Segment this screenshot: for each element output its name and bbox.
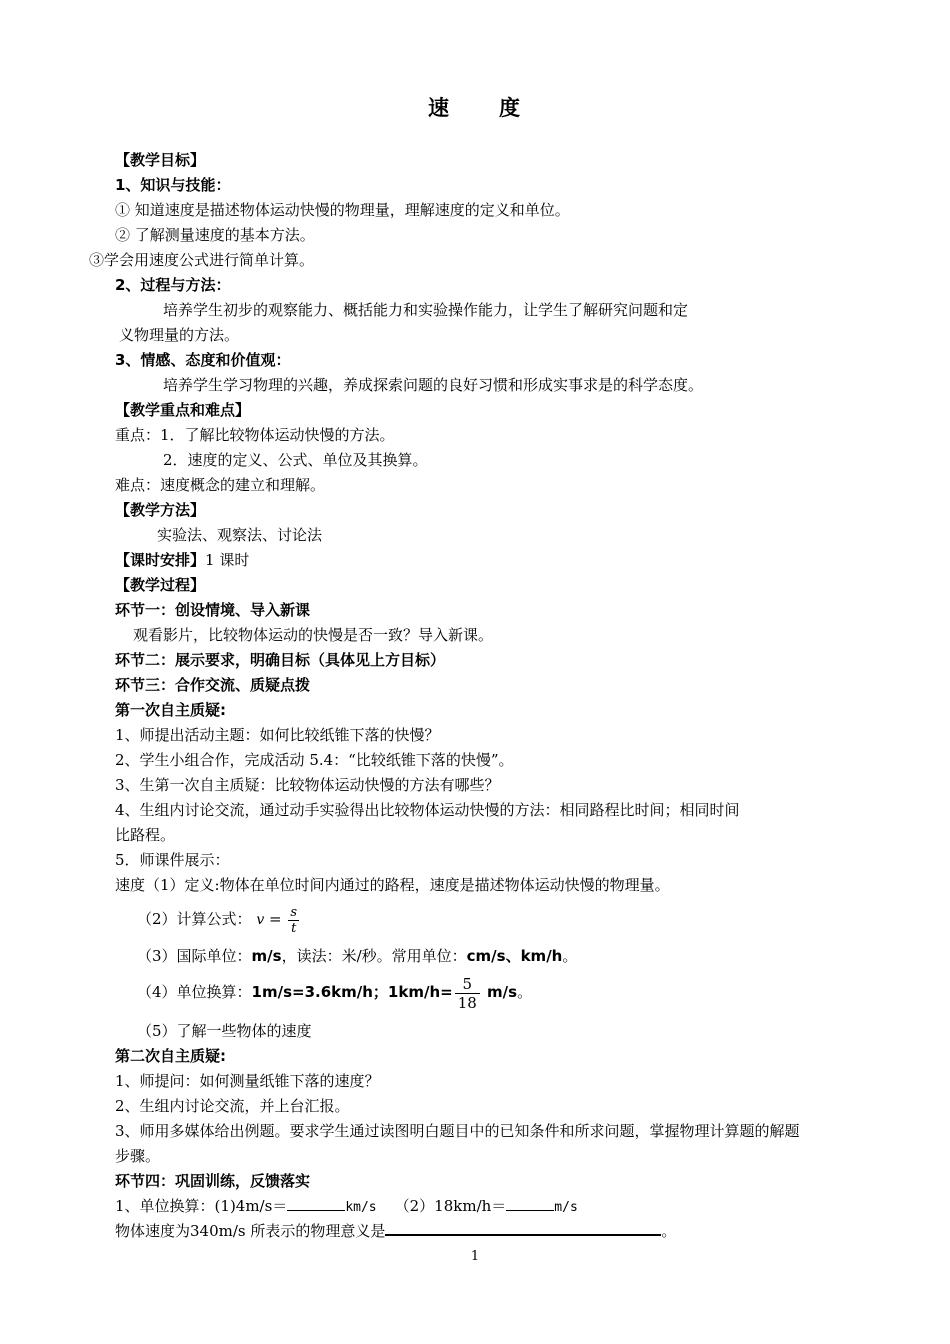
goal-item-1: ① 知道速度是描述物体运动快慢的物理量，理解速度的定义和单位。 — [115, 201, 570, 219]
conversion-fraction — [455, 975, 480, 1012]
formula-numerator: s — [290, 904, 298, 920]
heading-emotion-values: 3、情感、态度和价值观： — [115, 351, 291, 369]
question-2-item-3a: 3、师用多媒体给出例题。要求学生通过读图明白题目中的已知条件和所求问题，掌握物理计算题的解题 — [115, 1122, 800, 1140]
si-unit-end: 。 — [562, 947, 578, 965]
si-unit-line — [137, 944, 577, 969]
exercise-2-line — [115, 1219, 676, 1244]
teaching-method-text: 实验法、观察法、讨论法 — [157, 526, 323, 544]
si-unit-value: m/s — [251, 947, 282, 965]
conversion-denominator: 18 — [457, 993, 477, 1012]
conversion-label: （4）单位换算： — [137, 983, 252, 1001]
schedule-line — [115, 548, 249, 573]
section-1-title: 环节一：创设情境、导入新课 — [115, 601, 311, 619]
question-1-item-3: 3、生第一次自主质疑：比较物体运动快慢的方法有哪些？ — [115, 776, 500, 794]
key-point-1: 重点：1．了解比较物体运动快慢的方法。 — [115, 426, 395, 444]
heading-knowledge-skills: 1、知识与技能： — [115, 176, 231, 194]
exercise-1-unit-a: km/s — [345, 1200, 377, 1215]
formula-fraction — [288, 905, 299, 936]
schedule-value: 1 课时 — [205, 551, 250, 569]
si-unit-reading: ，读法：米/秒。常用单位： — [281, 947, 467, 965]
exercise-1-part-a: 1、单位换算：(1)4m/s＝ — [115, 1197, 288, 1215]
formula-equals: = — [269, 910, 282, 928]
section-2-title: 环节二：展示要求，明确目标（具体见上方目标） — [115, 651, 446, 669]
question-2-item-1: 1、师提问：如何测量纸锥下落的速度？ — [115, 1072, 380, 1090]
exercise-1-part-b: （2）18km/h＝ — [394, 1197, 507, 1215]
question-round-1-title: 第一次自主质疑: — [115, 701, 226, 719]
question-1-item-1: 1、师提出活动主题：如何比较纸锥下落的快慢？ — [115, 726, 440, 744]
object-speeds-item: （5）了解一些物体的速度 — [137, 1022, 312, 1040]
question-1-item-4a: 4、生组内讨论交流，通过动手实验得出比较物体运动快慢的方法：相同路程比时间；相同时间 — [115, 801, 740, 819]
conversion-text-a: 1m/s=3.6km/h；1km/h= — [251, 983, 453, 1001]
heading-key-difficult: 【教学重点和难点】 — [115, 401, 251, 419]
formula-denominator: t — [291, 920, 297, 936]
goal-item-2: ② 了解测量速度的基本方法。 — [115, 226, 315, 244]
title-char-1: 速 — [428, 96, 451, 120]
question-1-item-5: 5．师课件展示： — [115, 851, 230, 869]
process-text-2: 义物理量的方法。 — [119, 326, 240, 344]
question-round-2-title: 第二次自主质疑: — [115, 1047, 226, 1065]
emotion-text: 培养学生学习物理的兴趣，养成探索问题的良好习惯和形成实事求是的科学态度。 — [163, 376, 704, 394]
heading-process-method: 2、过程与方法： — [115, 276, 231, 294]
formula-label: （2）计算公式： — [137, 910, 252, 928]
goal-item-3: ③学会用速度公式进行简单计算。 — [89, 251, 315, 269]
conversion-end: 。 — [517, 983, 533, 1001]
difficult-point: 难点：速度概念的建立和理解。 — [115, 476, 326, 494]
heading-teaching-procedure: 【教学过程】 — [115, 576, 206, 594]
common-units: cm/s、km/h — [466, 947, 563, 965]
question-2-item-2: 2、生组内讨论交流，并上台汇报。 — [115, 1097, 350, 1115]
exercise-1-line — [115, 1194, 578, 1220]
heading-teaching-method: 【教学方法】 — [115, 501, 206, 519]
exercise-1-unit-b: m/s — [554, 1200, 578, 1215]
answer-blank-3[interactable] — [385, 1219, 661, 1236]
title-char-2: 度 — [499, 96, 522, 120]
speed-formula-line — [137, 903, 299, 936]
page-number: 1 — [470, 1249, 480, 1264]
process-text-1: 培养学生初步的观察能力、概括能力和实验操作能力，让学生了解研究问题和定 — [163, 301, 689, 319]
section-4-title: 环节四：巩固训练，反馈落实 — [115, 1172, 311, 1190]
heading-teaching-goals: 【教学目标】 — [115, 151, 206, 169]
unit-conversion-line — [137, 972, 532, 1012]
section-1-text: 观看影片，比较物体运动的快慢是否一致？导入新课。 — [133, 626, 494, 644]
formula-variable-v: v — [256, 912, 265, 928]
page-title — [0, 96, 950, 121]
key-point-2: 2．速度的定义、公式、单位及其换算。 — [163, 451, 428, 469]
exercise-2-text: 物体速度为340m/s 所表示的物理意义是 — [115, 1222, 386, 1240]
speed-definition: 速度（1）定义:物体在单位时间内通过的路程，速度是描述物体运动快慢的物理量。 — [115, 876, 670, 894]
question-2-item-3b: 步骤。 — [115, 1147, 161, 1165]
heading-schedule: 【课时安排】 — [115, 551, 206, 569]
question-1-item-2: 2、学生小组合作，完成活动 5.4：“比较纸锥下落的快慢”。 — [115, 751, 514, 769]
section-3-title: 环节三：合作交流、质疑点拨 — [115, 676, 311, 694]
answer-blank-1[interactable] — [287, 1195, 345, 1211]
exercise-2-end: 。 — [661, 1222, 677, 1240]
conversion-text-b: m/s — [481, 983, 518, 1001]
conversion-numerator: 5 — [455, 975, 480, 994]
si-unit-label: （3）国际单位： — [137, 947, 252, 965]
answer-blank-2[interactable] — [506, 1195, 554, 1211]
question-1-item-4b: 比路程。 — [115, 826, 176, 844]
